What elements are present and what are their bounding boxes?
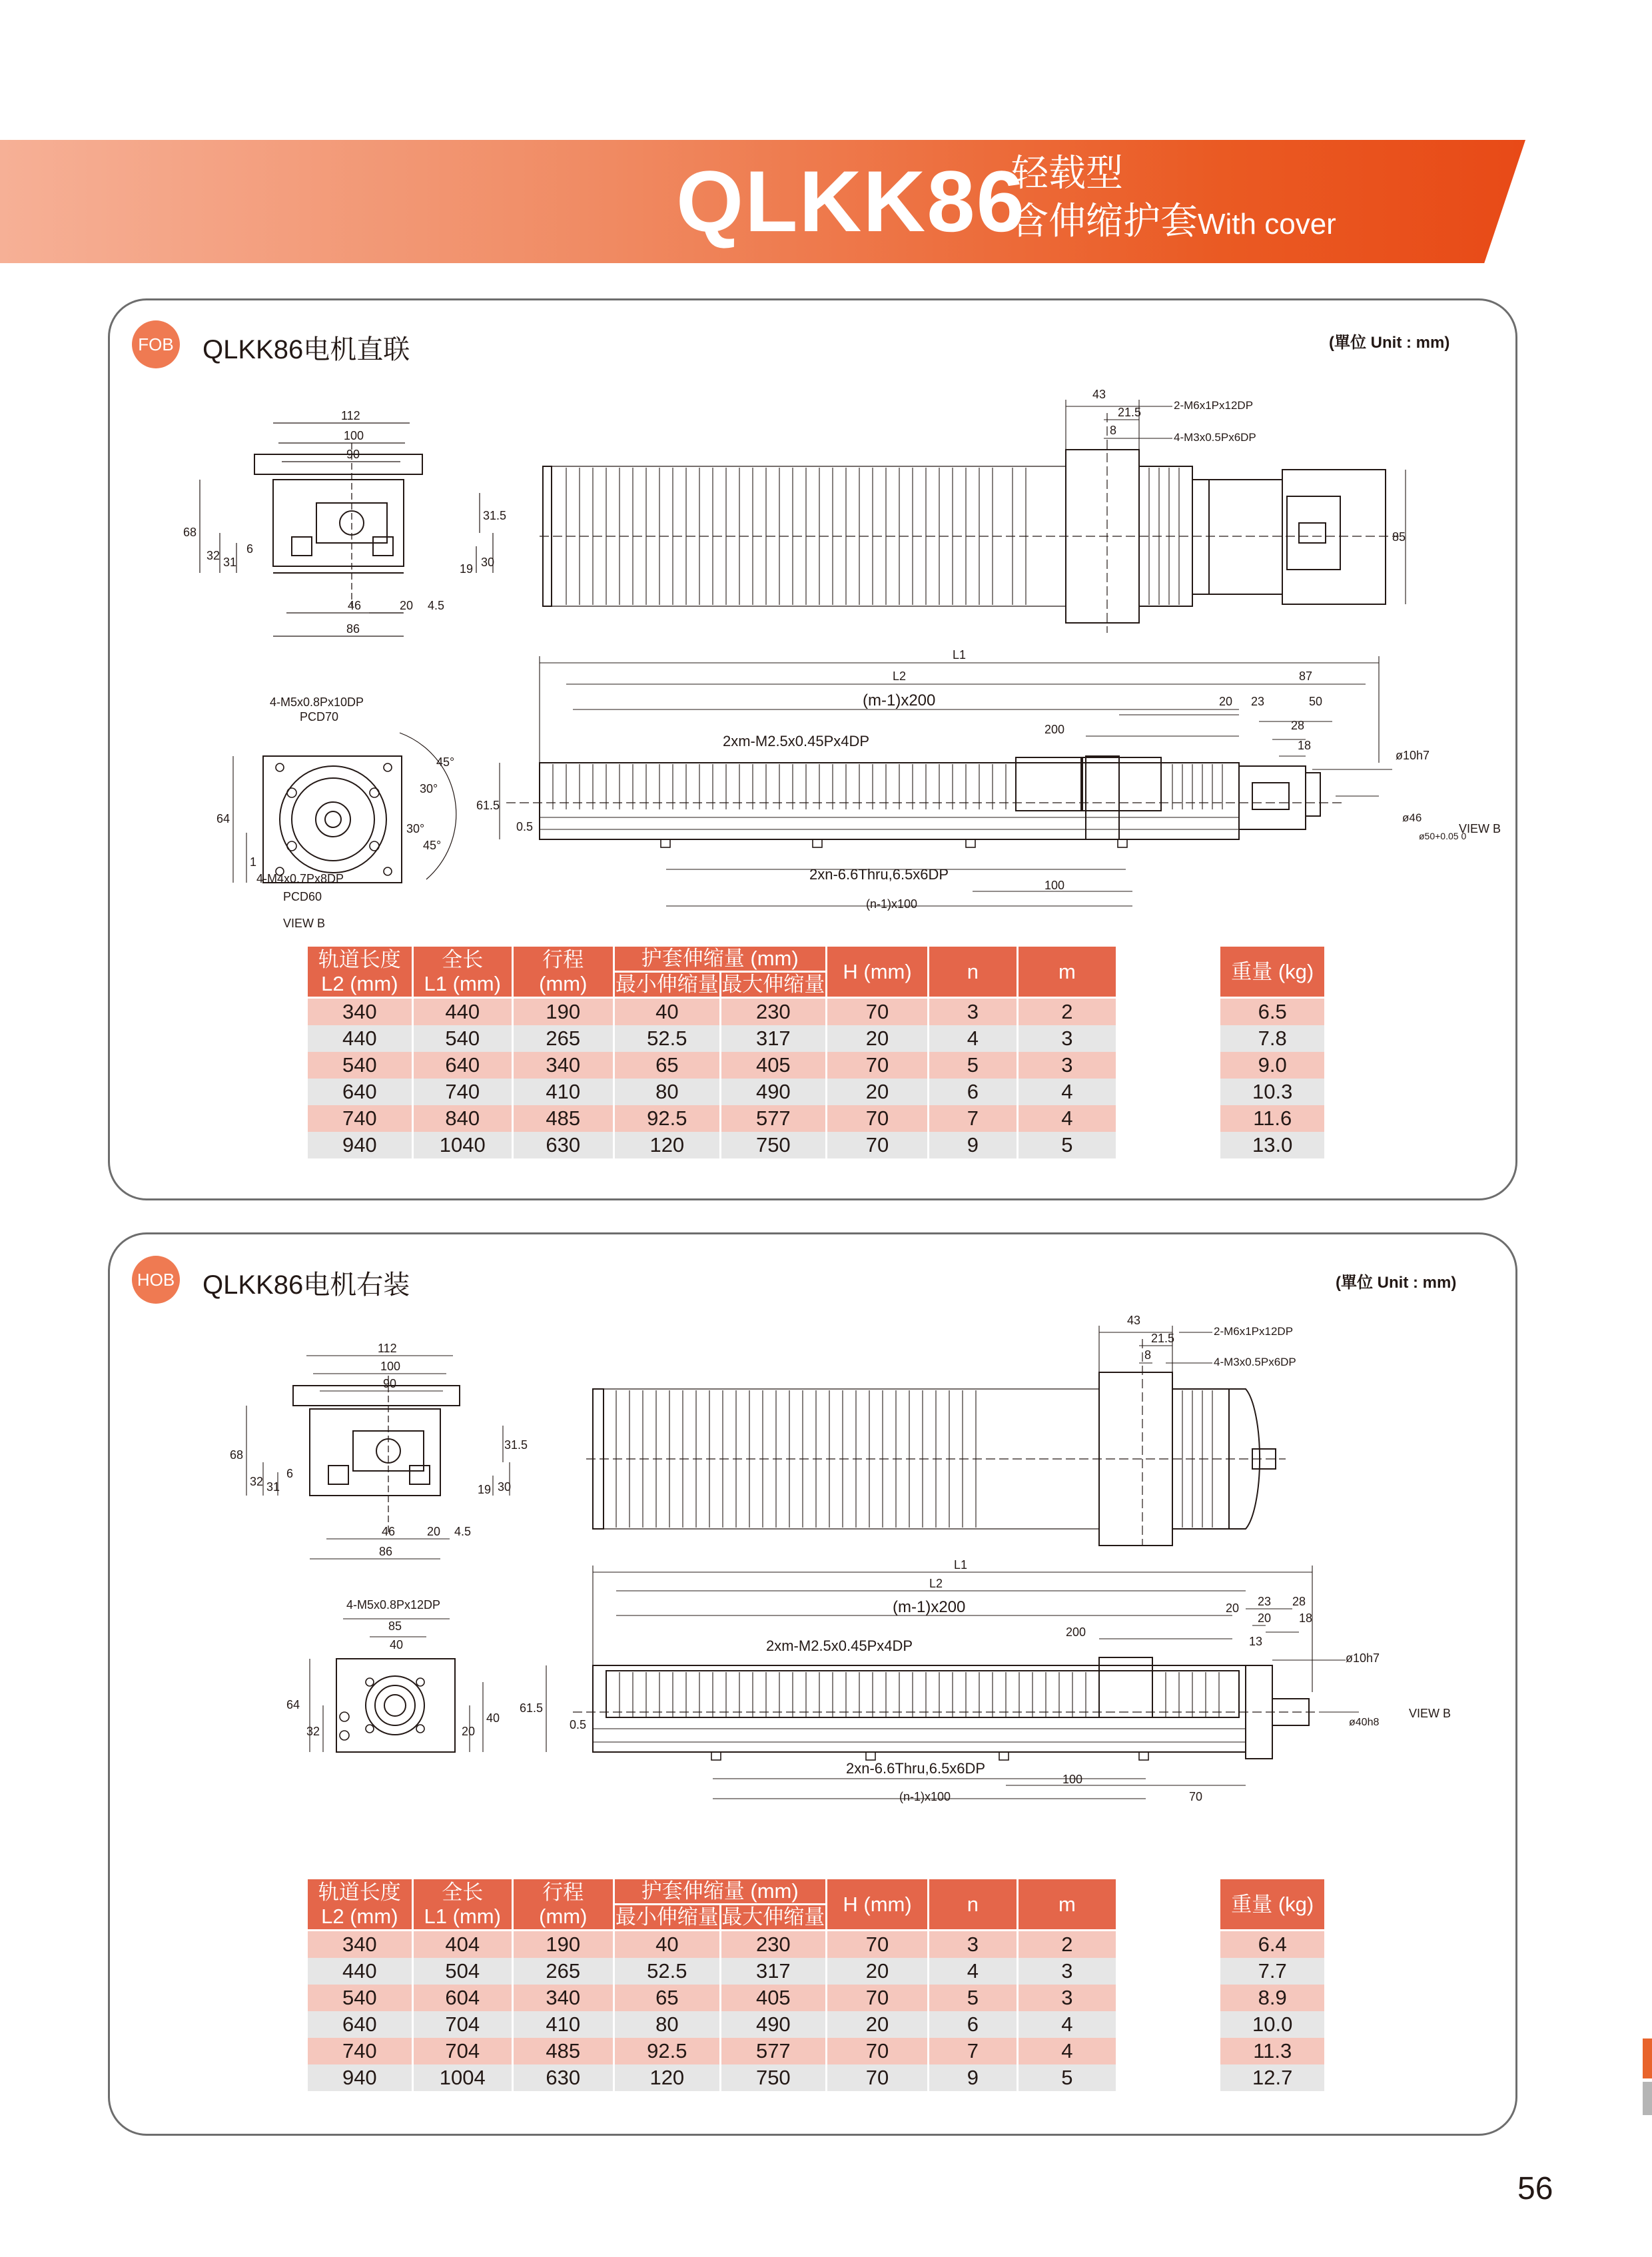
hob-end-dim-90: 90 xyxy=(383,1377,397,1390)
hob-flange-dim-64: 64 xyxy=(286,1698,300,1711)
hob-side-dim-n-pitch: (n-1)x100 xyxy=(899,1790,951,1803)
fob-end-dim-20: 20 xyxy=(400,599,414,612)
hob-section-title: QLKK86电机右装 xyxy=(203,1270,410,1300)
table-cell: 2 xyxy=(1017,998,1117,1026)
hob-side-dim-100: 100 xyxy=(1062,1773,1083,1786)
fob-side-dim-28: 28 xyxy=(1291,719,1305,732)
hob-flange-dim-40a: 40 xyxy=(390,1638,404,1651)
fob-section-title: QLKK86电机直联 xyxy=(203,335,410,364)
table-cell: 7 xyxy=(929,2038,1017,2064)
fob-side-thread-thru: 2xn-6.6Thru,6.5x6DP xyxy=(809,866,949,883)
table-cell: 6 xyxy=(929,1079,1017,1105)
fob-end-dim-86: 86 xyxy=(346,622,360,636)
header-text: L2 (mm) xyxy=(321,1904,398,1928)
banner-subtitle-en: With cover xyxy=(1198,208,1336,240)
table-cell: 13.0 xyxy=(1220,1132,1326,1158)
table-cell: 92.5 xyxy=(614,2038,720,2064)
hob-end-dim-46: 46 xyxy=(382,1525,396,1538)
fob-flange-angle-30a: 30° xyxy=(420,782,438,795)
hob-end-dim-86: 86 xyxy=(379,1545,393,1558)
table-cell: 317 xyxy=(720,1958,826,1985)
table-cell: 230 xyxy=(720,1931,826,1959)
table-cell: 5 xyxy=(1017,2064,1117,2091)
fob-side-dim-0-5: 0.5 xyxy=(516,820,534,833)
fob-end-dim-112: 112 xyxy=(341,409,360,422)
header-text: 行程 xyxy=(542,947,584,971)
table-cell: 120 xyxy=(614,1132,720,1158)
header-text: 行程 xyxy=(542,1880,584,1904)
table-cell: 6 xyxy=(929,2011,1017,2038)
table-cell: 4 xyxy=(1017,2038,1117,2064)
hob-side-dim-0-5: 0.5 xyxy=(570,1718,587,1731)
table-cell: 9 xyxy=(929,1132,1017,1158)
table-cell: 440 xyxy=(307,1958,413,1985)
table-row xyxy=(307,1025,1326,1052)
fob-side-dim-L2: L2 xyxy=(893,670,907,683)
fob-flange-thread-m4: 4-M4x0.7Px8DP xyxy=(256,872,344,885)
table-cell: 10.0 xyxy=(1220,2011,1326,2038)
table-cell: 40 xyxy=(614,1931,720,1959)
hob-end-dim-112: 112 xyxy=(378,1342,397,1355)
col-cover-min: 最小伸缩量 xyxy=(614,1905,720,1931)
table-cell: 340 xyxy=(512,1052,614,1079)
table-cell: 70 xyxy=(826,2038,929,2064)
table-cell: 120 xyxy=(614,2064,720,2091)
edge-tab-marker xyxy=(1643,2038,1652,2078)
table-cell: 4 xyxy=(929,1025,1017,1052)
table-cell: 11.6 xyxy=(1220,1105,1326,1132)
fob-end-dim-6: 6 xyxy=(246,542,254,556)
banner-subtitle-cn: 含伸缩护套 xyxy=(1011,200,1198,242)
table-cell: 190 xyxy=(512,998,614,1026)
fob-end-dim-32: 32 xyxy=(206,549,220,562)
fob-side-dim-m-pitch: (m-1)x200 xyxy=(863,691,936,709)
fob-side-dim-200: 200 xyxy=(1044,723,1065,736)
fob-top-dim-43: 43 xyxy=(1092,388,1106,401)
hob-side-dim-18: 18 xyxy=(1299,1611,1313,1625)
table-cell: 3 xyxy=(1017,1958,1117,1985)
table-cell: 840 xyxy=(412,1105,512,1132)
header-text: L2 (mm) xyxy=(321,971,398,995)
table-row xyxy=(307,1105,1326,1132)
hob-flange-dim-40b: 40 xyxy=(486,1711,500,1725)
fob-side-dim-18: 18 xyxy=(1298,739,1312,752)
header-text: 轨道长度 xyxy=(318,947,401,971)
table-cell: 52.5 xyxy=(614,1025,720,1052)
col-cover-stretch: 护套伸缩量 (mm) xyxy=(614,946,826,972)
table-cell: 8.9 xyxy=(1220,1985,1326,2011)
hob-side-dim-28: 28 xyxy=(1292,1595,1306,1608)
table-cell: 490 xyxy=(720,1079,826,1105)
fob-flange-pcd60: PCD60 xyxy=(283,890,322,903)
fob-side-dim-46: ø46 xyxy=(1402,811,1422,824)
table-cell: 704 xyxy=(412,2011,512,2038)
table-cell: 604 xyxy=(412,1985,512,2011)
fob-spec-table xyxy=(306,945,1326,1158)
table-cell: 490 xyxy=(720,2011,826,2038)
table-gap-cell xyxy=(1117,1985,1220,2011)
fob-side-dim-87: 87 xyxy=(1299,670,1313,683)
fob-top-dim-21-5: 21.5 xyxy=(1118,406,1142,419)
table-cell: 750 xyxy=(720,2064,826,2091)
table-row xyxy=(307,2038,1326,2064)
table-cell: 4 xyxy=(1017,1079,1117,1105)
hob-end-dim-30: 30 xyxy=(498,1480,512,1494)
fob-flange-view-label: VIEW B xyxy=(283,917,326,930)
table-cell: 3 xyxy=(1017,1985,1117,2011)
table-gap-cell xyxy=(1117,1132,1220,1158)
hob-spec-table xyxy=(306,1877,1326,2091)
table-cell: 405 xyxy=(720,1985,826,2011)
table-cell: 52.5 xyxy=(614,1958,720,1985)
table-gap-cell xyxy=(1117,1025,1220,1052)
table-cell: 5 xyxy=(1017,1132,1117,1158)
table-cell: 65 xyxy=(614,1985,720,2011)
fob-flange-dim-64: 64 xyxy=(216,812,230,825)
banner-subtitle-type: 轻载型 xyxy=(1011,152,1123,194)
table-cell: 410 xyxy=(512,2011,614,2038)
table-cell: 92.5 xyxy=(614,1105,720,1132)
table-cell: 3 xyxy=(929,1931,1017,1959)
table-cell: 7 xyxy=(929,1105,1017,1132)
table-cell: 485 xyxy=(512,1105,614,1132)
hob-side-dim-40h8: ø40h8 xyxy=(1349,1717,1380,1728)
table-cell: 577 xyxy=(720,2038,826,2064)
col-h: H (mm) xyxy=(826,946,929,998)
table-cell: 4 xyxy=(1017,1105,1117,1132)
table-cell: 640 xyxy=(412,1052,512,1079)
table-cell: 20 xyxy=(826,2011,929,2038)
table-cell: 20 xyxy=(826,1079,929,1105)
table-cell: 2 xyxy=(1017,1931,1117,1959)
table-cell: 630 xyxy=(512,1132,614,1158)
table-cell: 540 xyxy=(412,1025,512,1052)
table-cell: 9.0 xyxy=(1220,1052,1326,1079)
col-m: m xyxy=(1017,946,1117,998)
fob-top-thread-m3: 4-M3x0.5Px6DP xyxy=(1174,431,1256,444)
table-cell: 80 xyxy=(614,1079,720,1105)
col-cover-stretch: 护套伸缩量 (mm) xyxy=(614,1879,826,1905)
col-cover-max: 最大伸缩量 xyxy=(720,1905,826,1931)
table-cell: 265 xyxy=(512,1958,614,1985)
table-cell: 1004 xyxy=(412,2064,512,2091)
table-row xyxy=(307,1052,1326,1079)
hob-end-dim-32: 32 xyxy=(250,1475,264,1488)
col-total-length xyxy=(412,1879,512,1931)
table-gap-cell xyxy=(1117,2064,1220,2091)
table-gap-cell xyxy=(1117,2011,1220,2038)
hob-end-view-drawing xyxy=(230,1339,528,1566)
hob-flange-dim-85: 85 xyxy=(388,1619,402,1633)
fob-side-dim-L1: L1 xyxy=(953,648,967,662)
hob-top-thread-m3: 4-M3x0.5Px6DP xyxy=(1214,1356,1296,1368)
fob-end-dim-90: 90 xyxy=(346,448,360,461)
table-cell: 485 xyxy=(512,2038,614,2064)
hob-side-shaft-10h7: ø10h7 xyxy=(1346,1651,1380,1665)
hob-end-dim-20: 20 xyxy=(427,1525,441,1538)
table-cell: 70 xyxy=(826,1132,929,1158)
fob-side-dim-50-tol: ø50+0.05 0 xyxy=(1419,831,1467,841)
fob-badge: FOB xyxy=(132,320,180,368)
fob-end-dim-30: 30 xyxy=(481,556,495,569)
hob-end-dim-4-5: 4.5 xyxy=(454,1525,472,1538)
table-cell: 340 xyxy=(512,1985,614,2011)
col-n: n xyxy=(929,946,1017,998)
fob-end-dim-68: 68 xyxy=(183,526,197,539)
table-cell: 410 xyxy=(512,1079,614,1105)
hob-flange-dim-20: 20 xyxy=(462,1725,476,1738)
fob-flange-thread-m5: 4-M5x0.8Px10DP xyxy=(270,695,364,709)
table-cell: 404 xyxy=(412,1931,512,1959)
fob-top-view-drawing xyxy=(533,386,1412,640)
fob-flange-angle-45a: 45° xyxy=(436,755,455,769)
table-gap-cell xyxy=(1117,1105,1220,1132)
edge-tab-marker-gray xyxy=(1643,2082,1652,2115)
table-cell: 40 xyxy=(614,998,720,1026)
hob-end-dim-31-5: 31.5 xyxy=(504,1438,528,1452)
hob-top-thread-m6: 2-M6x1Px12DP xyxy=(1214,1325,1294,1338)
table-gap-cell xyxy=(1117,1958,1220,1985)
table-gap-cell xyxy=(1117,2038,1220,2064)
fob-side-dim-100: 100 xyxy=(1044,879,1065,892)
hob-side-thread-thru: 2xn-6.6Thru,6.5x6DP xyxy=(846,1760,986,1777)
hob-side-view-b-label: VIEW B xyxy=(1409,1707,1451,1720)
table-cell: 9 xyxy=(929,2064,1017,2091)
table-cell: 577 xyxy=(720,1105,826,1132)
product-model-title: QLKK86 xyxy=(676,153,1026,250)
fob-flange-dim-1: 1 xyxy=(250,855,257,869)
col-cover-min: 最小伸缩量 xyxy=(614,972,720,998)
hob-flange-view-drawing xyxy=(283,1595,510,1769)
hob-top-dim-21-5: 21.5 xyxy=(1151,1332,1175,1345)
hob-side-dim-20b: 20 xyxy=(1258,1611,1272,1625)
table-cell: 70 xyxy=(826,1985,929,2011)
hob-top-view-drawing xyxy=(580,1312,1326,1552)
table-row xyxy=(307,1931,1326,1959)
table-cell: 265 xyxy=(512,1025,614,1052)
table-cell: 230 xyxy=(720,998,826,1026)
col-stroke xyxy=(512,1879,614,1931)
fob-end-dim-100: 100 xyxy=(344,429,364,442)
hob-top-dim-43: 43 xyxy=(1127,1314,1141,1327)
col-stroke xyxy=(512,946,614,998)
fob-flange-pcd70: PCD70 xyxy=(300,710,339,723)
table-cell: 7.7 xyxy=(1220,1958,1326,1985)
table-cell: 504 xyxy=(412,1958,512,1985)
fob-side-view-drawing xyxy=(476,643,1519,923)
col-gap xyxy=(1117,1879,1220,1931)
hob-end-dim-100: 100 xyxy=(380,1360,401,1373)
header-text: (mm) xyxy=(539,1904,588,1928)
col-rail-length xyxy=(307,1879,413,1931)
header-text: 全长 xyxy=(442,1880,484,1904)
hob-side-dim-L2: L2 xyxy=(929,1577,943,1590)
fob-unit-note: (單位 Unit : mm) xyxy=(1329,334,1450,352)
table-row xyxy=(307,998,1326,1026)
table-cell: 7.8 xyxy=(1220,1025,1326,1052)
table-gap-cell xyxy=(1117,1931,1220,1959)
hob-side-dim-m-pitch: (m-1)x200 xyxy=(893,1598,966,1616)
page-number: 56 xyxy=(1517,2171,1553,2206)
col-weight: 重量 (kg) xyxy=(1220,946,1326,998)
fob-side-view-b-label: VIEW B xyxy=(1459,822,1501,835)
table-cell: 6.5 xyxy=(1220,998,1326,1026)
hob-end-dim-31: 31 xyxy=(266,1480,280,1494)
header-text: (mm) xyxy=(539,971,588,995)
fob-end-dim-4-5: 4.5 xyxy=(428,599,445,612)
col-n: n xyxy=(929,1879,1017,1931)
fob-top-dim-8: 8 xyxy=(1110,424,1117,437)
table-row xyxy=(307,1958,1326,1985)
table-cell: 740 xyxy=(412,1079,512,1105)
table-row xyxy=(307,1079,1326,1105)
fob-end-view-drawing xyxy=(180,406,507,646)
table-cell: 750 xyxy=(720,1132,826,1158)
table-cell: 190 xyxy=(512,1931,614,1959)
hob-end-dim-6: 6 xyxy=(286,1467,294,1480)
hob-top-dim-8: 8 xyxy=(1144,1348,1152,1362)
fob-side-shaft-10h7: ø10h7 xyxy=(1396,749,1430,762)
table-cell: 70 xyxy=(826,1931,929,1959)
table-cell: 1040 xyxy=(412,1132,512,1158)
table-cell: 540 xyxy=(307,1985,413,2011)
hob-side-view-drawing xyxy=(520,1558,1465,1812)
table-cell: 4 xyxy=(1017,2011,1117,2038)
table-cell: 70 xyxy=(826,998,929,1026)
fob-end-dim-19: 19 xyxy=(460,562,474,576)
table-row xyxy=(307,1985,1326,2011)
table-cell: 940 xyxy=(307,1132,413,1158)
table-cell: 340 xyxy=(307,1931,413,1959)
hob-end-dim-68: 68 xyxy=(230,1448,244,1462)
col-m: m xyxy=(1017,1879,1117,1931)
fob-side-thread-m2-5: 2xm-M2.5x0.45Px4DP xyxy=(723,733,870,749)
fob-side-dim-n-pitch: (n-1)x100 xyxy=(866,897,918,911)
table-cell: 70 xyxy=(826,1052,929,1079)
hob-side-dim-23: 23 xyxy=(1258,1595,1272,1608)
fob-end-dim-31-5: 31.5 xyxy=(483,509,507,522)
table-cell: 6.4 xyxy=(1220,1931,1326,1959)
header-text: 全长 xyxy=(442,947,484,971)
hob-side-thread-m2-5: 2xm-M2.5x0.45Px4DP xyxy=(766,1637,913,1654)
table-cell: 20 xyxy=(826,1025,929,1052)
col-gap xyxy=(1117,946,1220,998)
fob-end-dim-31: 31 xyxy=(223,556,237,569)
table-cell: 317 xyxy=(720,1025,826,1052)
hob-side-dim-13: 13 xyxy=(1249,1635,1263,1648)
fob-flange-angle-45b: 45° xyxy=(423,839,442,852)
table-cell: 405 xyxy=(720,1052,826,1079)
col-cover-max: 最大伸缩量 xyxy=(720,972,826,998)
table-cell: 630 xyxy=(512,2064,614,2091)
table-cell: 704 xyxy=(412,2038,512,2064)
table-cell: 65 xyxy=(614,1052,720,1079)
fob-side-dim-23: 23 xyxy=(1251,695,1265,708)
hob-side-dim-L1: L1 xyxy=(954,1558,968,1572)
header-text: L1 (mm) xyxy=(424,1904,501,1928)
fob-top-dim-85: 85 xyxy=(1392,530,1406,544)
table-cell: 640 xyxy=(307,2011,413,2038)
table-cell: 5 xyxy=(929,1052,1017,1079)
header-text: 轨道长度 xyxy=(318,1880,401,1904)
table-row xyxy=(307,2064,1326,2091)
table-cell: 70 xyxy=(826,1105,929,1132)
fob-side-dim-50: 50 xyxy=(1309,695,1323,708)
fob-side-dim-61-5: 61.5 xyxy=(476,799,500,812)
table-cell: 740 xyxy=(307,1105,413,1132)
hob-flange-thread-m5: 4-M5x0.8Px12DP xyxy=(346,1598,441,1611)
table-gap-cell xyxy=(1117,1079,1220,1105)
banner-subtitle-cover xyxy=(1011,200,1336,246)
table-cell: 3 xyxy=(929,998,1017,1026)
hob-badge: HOB xyxy=(132,1256,180,1304)
hob-side-dim-61-5: 61.5 xyxy=(520,1701,544,1715)
table-row xyxy=(307,1132,1326,1158)
col-weight: 重量 (kg) xyxy=(1220,1879,1326,1931)
table-cell: 3 xyxy=(1017,1025,1117,1052)
table-cell: 4 xyxy=(929,1958,1017,1985)
table-cell: 440 xyxy=(412,998,512,1026)
table-cell: 740 xyxy=(307,2038,413,2064)
hob-end-dim-19: 19 xyxy=(478,1483,492,1496)
col-rail-length xyxy=(307,946,413,998)
table-cell: 340 xyxy=(307,998,413,1026)
hob-unit-note: (單位 Unit : mm) xyxy=(1336,1274,1457,1292)
table-cell: 10.3 xyxy=(1220,1079,1326,1105)
table-cell: 3 xyxy=(1017,1052,1117,1079)
table-cell: 440 xyxy=(307,1025,413,1052)
table-row xyxy=(307,2011,1326,2038)
table-cell: 80 xyxy=(614,2011,720,2038)
fob-flange-angle-30b: 30° xyxy=(406,822,425,835)
col-h: H (mm) xyxy=(826,1879,929,1931)
table-gap-cell xyxy=(1117,998,1220,1026)
table-cell: 640 xyxy=(307,1079,413,1105)
table-cell: 12.7 xyxy=(1220,2064,1326,2091)
hob-side-dim-20a: 20 xyxy=(1226,1601,1240,1615)
table-cell: 70 xyxy=(826,2064,929,2091)
fob-side-dim-20: 20 xyxy=(1219,695,1233,708)
table-cell: 5 xyxy=(929,1985,1017,2011)
fob-end-dim-46: 46 xyxy=(348,599,362,612)
header-text: L1 (mm) xyxy=(424,971,501,995)
hob-side-dim-200: 200 xyxy=(1066,1625,1086,1639)
hob-side-dim-70: 70 xyxy=(1189,1790,1203,1803)
table-gap-cell xyxy=(1117,1052,1220,1079)
table-cell: 20 xyxy=(826,1958,929,1985)
table-cell: 11.3 xyxy=(1220,2038,1326,2064)
table-cell: 940 xyxy=(307,2064,413,2091)
col-total-length xyxy=(412,946,512,998)
table-cell: 540 xyxy=(307,1052,413,1079)
fob-flange-view-drawing xyxy=(213,693,493,939)
fob-top-thread-m6: 2-M6x1Px12DP xyxy=(1174,399,1254,412)
hob-flange-dim-32: 32 xyxy=(306,1725,320,1738)
